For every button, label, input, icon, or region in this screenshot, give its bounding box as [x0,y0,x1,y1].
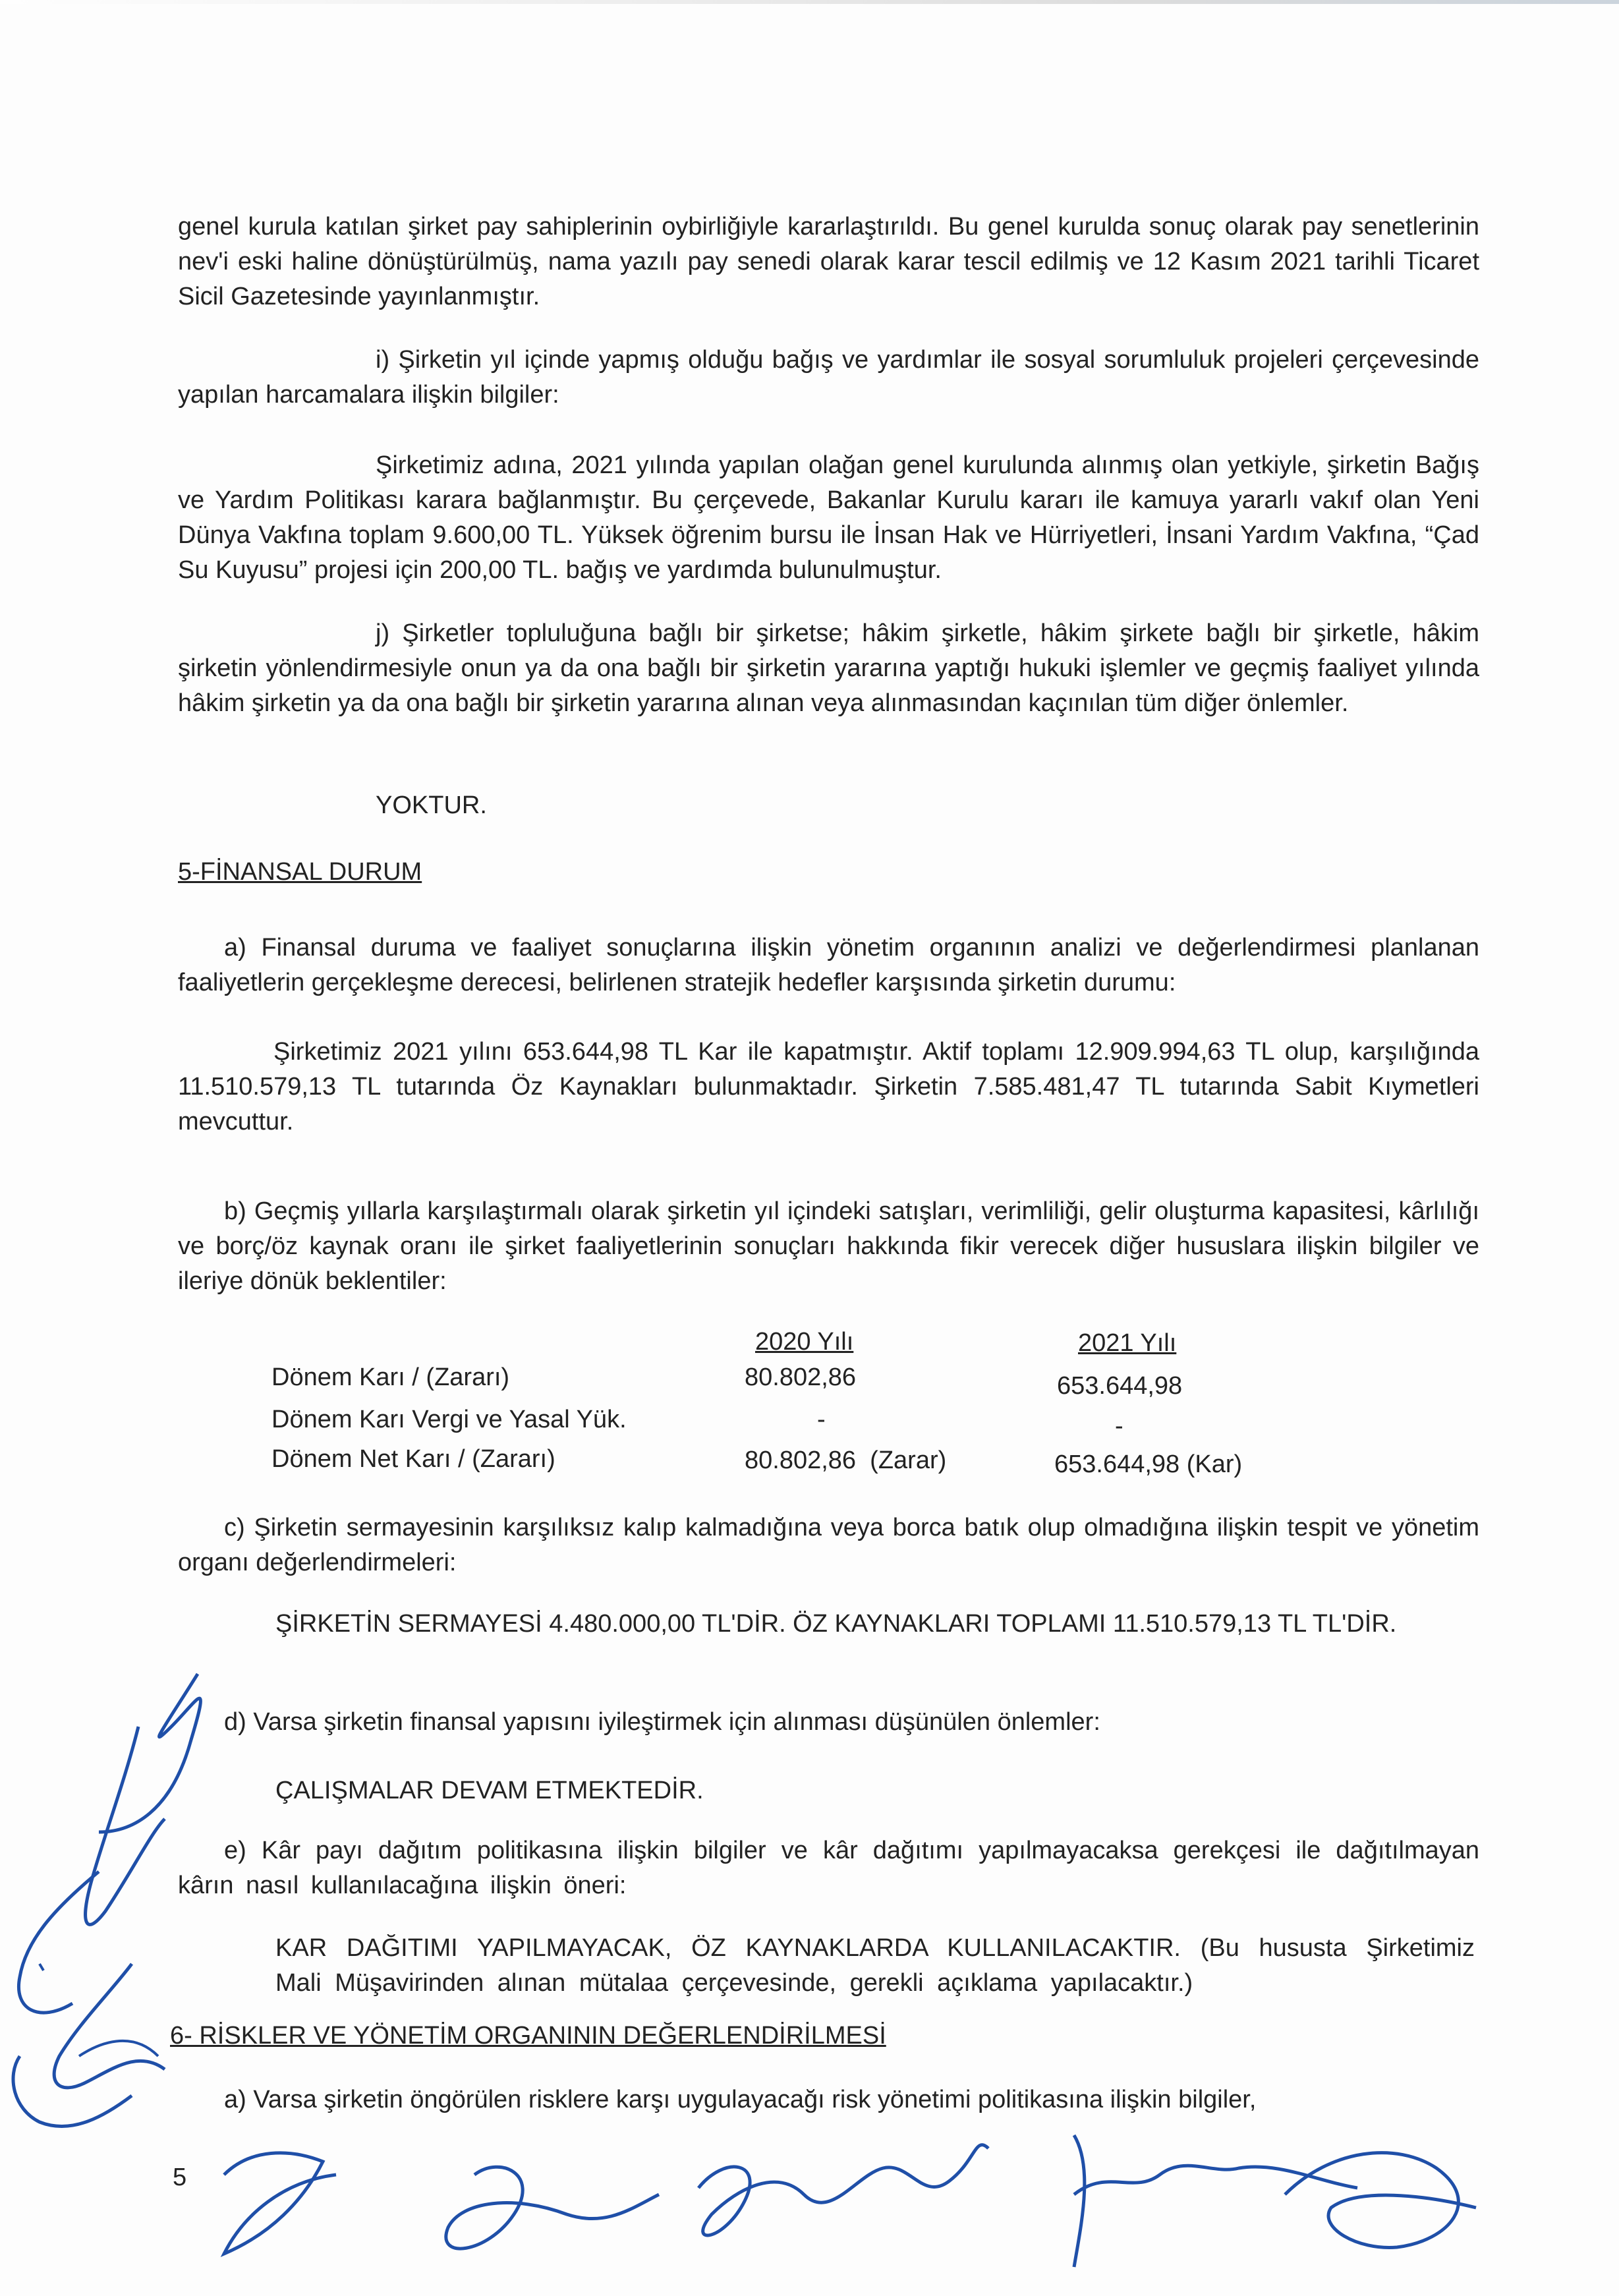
item-a-body: Şirketimiz 2021 yılını 653.644,98 TL Kar ile kapatmıştır. Aktif toplamı 12.909.994,63 TL olup, karşılığında 11.510.579,13 TL tutarında Öz Kaynakları bulunmaktadır. Şirketin 7.585.481,47 TL tutarında Sabit Kıymetleri mevcuttur. [178,1038,1479,1135]
scan-edge [0,0,1619,4]
item-e-title: e) Kâr payı dağıtım politikasına ilişkin bilgiler ve kâr dağıtımı yapılmayacaksa gerekçesi ile dağıtılmayan kârın nasıl kullanılacağına ilişkin öneri: [178,1837,1479,1899]
paragraph-general-assembly: genel kurula katılan şirket pay sahiplerinin oybirliğiyle kararlaştırıldı. Bu genel kurulda sonuç olarak pay senetlerinin nev'i eski haline dönüştürülmüş, nama yazılı pay senedi olarak karar tescil edilmiş ve 12 Kasım 2021 tarihli Ticaret Sicil Gazetesinde yayınlanmıştır. [178,213,1479,310]
risk-item-a: a) Varsa şirketin öngörülen risklere karşı uygulayacağı risk yönetimi politikasına ilişkin bilgiler, [224,2086,1257,2113]
item-c-title: c) Şirketin sermayesinin karşılıksız kalıp kalmadığına veya borca batık olup olmadığına ilişkin tespit ve yönetim organı değerlendirmeleri: [178,1514,1479,1576]
row-1-2020: 80.802,86 [745,1363,857,1391]
item-d-title: d) Varsa şirketin finansal yapısını iyileştirmek için alınması düşünülen önlemler: [224,1708,1100,1736]
row-2-2020: - [817,1406,826,1433]
year-2020-header: 2020 Yılı [755,1328,854,1356]
year-2021-header: 2021 Yılı [1078,1329,1177,1357]
bottom-signatures [198,2096,1555,2293]
item-j-answer: YOKTUR. [376,791,487,819]
row-3-2020: 80.802,86 (Zarar) [745,1447,947,1474]
margin-signature [0,1595,277,2155]
item-i-title: i) Şirketin yıl içinde yapmış olduğu bağış ve yardımlar ile sosyal sorumluluk projeleri çerçevesinde yapılan harcamalara ilişkin bilgiler: [178,346,1479,409]
row-3-2021: 653.644,98 (Kar) [1054,1450,1243,1478]
row-1-2021: 653.644,98 [1057,1372,1183,1400]
item-j-title: j) Şirketler topluluğuna bağlı bir şirketse; hâkim şirketle, hâkim şirkete bağlı bir şirketle, hâkim şirketin yönlendirmesiyle onun ya da ona bağlı bir şirketin yararına yaptığı hukuki işlemler ve geçmiş faaliyet yılında hâkim şirketin ya da ona bağlı bir şirketin yararına alınan veya alınmasından kaçınılan tüm diğer önlemler. [178,619,1479,717]
page-number: 5 [173,2164,187,2191]
row-3-label: Dönem Net Karı / (Zararı) [271,1445,555,1473]
item-i-body: Şirketimiz adına, 2021 yılında yapılan olağan genel kurulunda alınmış olan yetkiyle, şirketin Bağış ve Yardım Politikası karara bağlanmıştır. Bu çerçevede, Bakanlar Kurulu kararı ile kamuya yararlı vakıf olan Yeni Dünya Vakfına toplam 9.600,00 TL. Yüksek öğrenim bursu ile İnsan Hak ve Hürriyetleri, İnsani Yardım Vakfına, “Çad Su Kuyusu” projesi için 200,00 TL. bağış ve yardımda bulunulmuştur. [178,451,1479,584]
item-a-title: a) Finansal duruma ve faaliyet sonuçlarına ilişkin yönetim organının analizi ve değerlendirmesi planlanan faaliyetlerin gerçekleşme derecesi, belirlenen stratejik hedefler karşısında şirketin durumu: [178,934,1479,996]
item-e-body: KAR DAĞITIMI YAPILMAYACAK, ÖZ KAYNAKLARDA KULLANILACAKTIR. (Bu hususta Şirketimiz Mali Müşavirinden alınan mütalaa çerçevesinde, gerekli açıklama yapılacaktır.) [275,1934,1475,1997]
item-d-body: ÇALIŞMALAR DEVAM ETMEKTEDİR. [275,1777,704,1804]
section-6-heading: 6- RİSKLER VE YÖNETİM ORGANININ DEĞERLENDİRİLMESİ [170,2022,886,2050]
item-b-title: b) Geçmiş yıllarla karşılaştırmalı olarak şirketin yıl içindeki satışları, verimliliği, gelir oluşturma kapasitesi, kârlılığı ve borç/öz kaynak oranı ile şirket faaliyetlerinin sonuçları hakkında fikir verecek diğer hususlara ilişkin bilgiler ve ileriye dönük beklentiler: [178,1197,1479,1295]
item-c-body: ŞİRKETİN SERMAYESİ 4.480.000,00 TL'DİR. ÖZ KAYNAKLARI TOPLAMI 11.510.579,13 TL TL'DİR. [275,1610,1397,1638]
row-1-label: Dönem Karı / (Zararı) [271,1363,510,1391]
section-5-heading: 5-FİNANSAL DURUM [178,858,422,886]
row-2-2021: - [1115,1412,1123,1440]
row-2-label: Dönem Karı Vergi ve Yasal Yük. [271,1406,627,1433]
